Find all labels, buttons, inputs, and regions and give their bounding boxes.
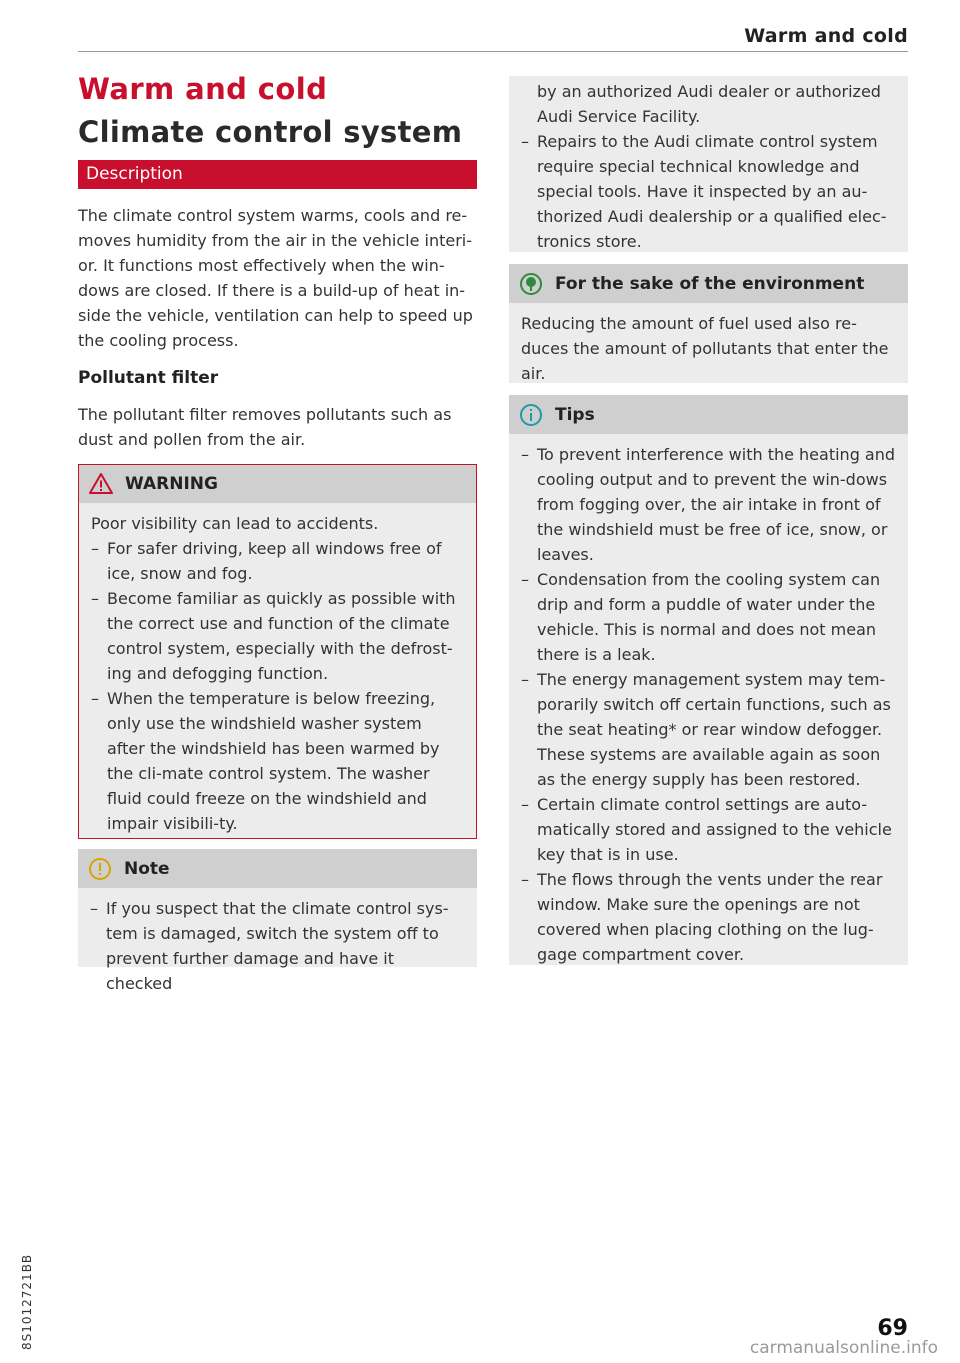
list-item: – Certain climate control settings are auto-matically stored and assigned to the vehicle key that is in use. <box>521 792 896 867</box>
environment-tree-icon <box>519 272 543 296</box>
tips-box <box>509 395 908 965</box>
chapter-title: Warm and cold <box>78 72 328 106</box>
list-item: – Repairs to the Audi climate control system require special technical knowledge and special tools. Have it inspected by an au-thorized Audi dealership or a qualified elec-tronics store. <box>521 129 896 254</box>
environment-box <box>509 264 908 383</box>
pollutant-block <box>78 368 477 388</box>
note-continuation-list <box>521 129 896 254</box>
list-item: – The energy management system may tem-porarily switch off certain functions, such as the seat heating* or rear window defogger. These systems are available again as soon as the energy supply has been restored. <box>521 667 896 792</box>
tips-list <box>521 442 896 967</box>
warning-list <box>91 536 464 836</box>
watermark: carmanualsonline.info <box>749 1338 938 1358</box>
list-item: – The flows through the vents under the rear window. Make sure the openings are not covered when placing clothing on the lug-gage compartment cover. <box>521 867 896 967</box>
note-label: Note <box>124 858 170 879</box>
list-item: – For safer driving, keep all windows free of ice, snow and fog. <box>91 536 464 586</box>
info-icon <box>519 403 543 427</box>
page-number: 69 <box>877 1316 908 1341</box>
list-item: – If you suspect that the climate control sys-tem is damaged, switch the system off to prevent further damage and have it checked <box>90 896 465 996</box>
list-item: – To prevent interference with the heating and cooling output and to prevent the win-dows from fogging over, the air intake in front of the windshield must be free of ice, snow, or leaves. <box>521 442 896 567</box>
description-block <box>78 203 477 353</box>
note-header <box>78 849 477 888</box>
warning-header <box>79 465 476 503</box>
environment-label: For the sake of the environment <box>555 273 865 294</box>
list-item: – Condensation from the cooling system can drip and form a puddle of water under the vehicle. This is normal and does not mean there is a leak. <box>521 567 896 667</box>
pollutant-heading: Pollutant filter <box>78 368 219 388</box>
warning-intro: Poor visibility can lead to accidents. <box>91 514 379 533</box>
header-divider <box>78 51 908 52</box>
description-text: The climate control system warms, cools and re-moves humidity from the air in the vehicle interi-or. It functions most effectively when the win-dows are closed. If there is a build-up of heat in-side the vehicle, ventilation can help to speed up the cooling process. <box>78 206 473 350</box>
note-box <box>78 849 477 993</box>
note-continuation-box <box>509 76 908 252</box>
pollutant-text-block <box>78 402 477 452</box>
note-list <box>90 896 465 996</box>
list-item: – When the temperature is below freezing, only use the windshield washer system after the windshield has been warmed by the cli-mate control system. The washer fluid could freeze on the windshield and impair visibili-ty. <box>91 686 464 836</box>
warning-label: WARNING <box>125 474 218 494</box>
environment-text: Reducing the amount of fuel used also re-duces the amount of pollutants that enter the air. <box>521 314 889 383</box>
section-title: Climate control system <box>78 115 463 149</box>
tips-header <box>509 395 908 434</box>
document-code <box>20 1220 34 1360</box>
warning-triangle-icon <box>89 472 113 496</box>
pollutant-text: The pollutant filter removes pollutants such as dust and pollen from the air. <box>78 405 452 449</box>
description-bar: Description <box>78 160 477 189</box>
exclamation-circle-icon <box>88 857 112 881</box>
running-header: Warm and cold <box>744 25 908 47</box>
tips-label: Tips <box>555 404 595 425</box>
warning-box <box>78 464 477 839</box>
document-code-text: 8S1012721BB <box>20 1253 34 1350</box>
note-continuation-text: by an authorized Audi dealer or authorized Audi Service Facility. <box>537 82 881 126</box>
list-item: – Become familiar as quickly as possible with the correct use and function of the climate control system, especially with the defrost-ing and defogging function. <box>91 586 464 686</box>
environment-header <box>509 264 908 303</box>
